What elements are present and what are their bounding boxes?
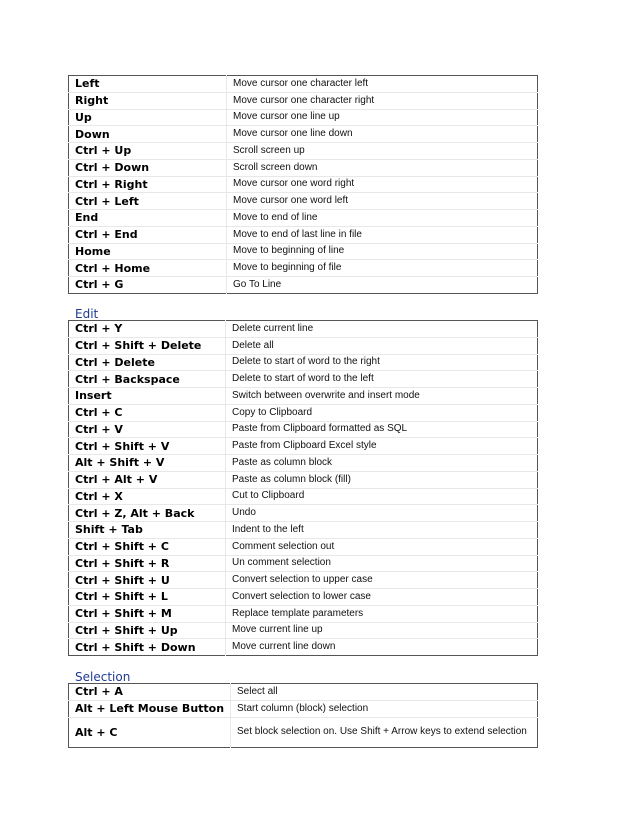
table-row — [69, 159, 538, 176]
shortcut-key: Ctrl + Backspace — [69, 371, 226, 388]
table-row — [69, 488, 538, 505]
table-row — [69, 700, 538, 717]
shortcut-description: Move cursor one character left — [227, 76, 538, 93]
shortcut-description: Move current line up — [226, 622, 538, 639]
shortcut-key: Home — [69, 243, 227, 260]
shortcut-key: Ctrl + Shift + V — [69, 438, 226, 455]
shortcut-key: Left — [69, 76, 227, 93]
shortcut-key: End — [69, 210, 227, 227]
shortcut-key: Ctrl + Up — [69, 143, 227, 160]
table-row — [69, 143, 538, 160]
shortcut-key: Ctrl + Shift + R — [69, 555, 226, 572]
shortcut-key: Ctrl + Shift + M — [69, 605, 226, 622]
shortcut-key: Alt + Shift + V — [69, 455, 226, 472]
table-row — [69, 109, 538, 126]
shortcut-description: Paste as column block — [226, 455, 538, 472]
shortcut-description: Move cursor one word right — [227, 176, 538, 193]
section-title-selection: Selection — [75, 670, 131, 684]
shortcut-key: Ctrl + Shift + C — [69, 538, 226, 555]
table-row — [69, 226, 538, 243]
shortcut-description: Move current line down — [232, 641, 336, 653]
table-row — [69, 210, 538, 227]
shortcut-description: Copy to Clipboard — [226, 404, 538, 421]
table-row — [69, 277, 538, 294]
shortcut-key: Ctrl + Alt + V — [69, 471, 226, 488]
shortcut-key: Up — [69, 109, 227, 126]
table-row — [69, 639, 538, 656]
table-row — [69, 126, 538, 143]
shortcut-description: Undo — [226, 505, 538, 522]
shortcut-key: Ctrl + C — [69, 404, 226, 421]
shortcut-description: Replace template parameters — [226, 605, 538, 622]
table-row — [69, 505, 538, 522]
shortcut-key: Ctrl + V — [69, 421, 226, 438]
shortcut-description: Un comment selection — [226, 555, 538, 572]
table-row — [69, 260, 538, 277]
table-row — [69, 421, 538, 438]
shortcut-description: Set block selection on. Use Shift + Arrow keys to extend selection — [237, 726, 527, 737]
table-row — [69, 684, 538, 701]
table-row — [69, 388, 538, 405]
table-row — [69, 176, 538, 193]
table-row — [69, 538, 538, 555]
shortcut-key: Right — [69, 92, 227, 109]
shortcut-description: Delete current line — [226, 321, 538, 338]
shortcut-description: Scroll screen up — [227, 143, 538, 160]
shortcut-key: Ctrl + Left — [69, 193, 227, 210]
shortcut-description: Switch between overwrite and insert mode — [226, 388, 538, 405]
table-row — [69, 354, 538, 371]
table-row — [69, 572, 538, 589]
table-row — [69, 438, 538, 455]
shortcut-description: Delete all — [226, 337, 538, 354]
shortcut-description: Comment selection out — [226, 538, 538, 555]
shortcut-description: Move cursor one character right — [227, 92, 538, 109]
shortcut-description: Move cursor one line up — [227, 109, 538, 126]
table-row — [69, 522, 538, 539]
shortcut-key: Shift + Tab — [69, 522, 226, 539]
table-row — [69, 455, 538, 472]
table-row — [69, 243, 538, 260]
shortcut-key: Ctrl + Z, Alt + Back — [69, 505, 226, 522]
table-row — [69, 404, 538, 421]
shortcut-description: Go To Line — [233, 278, 282, 290]
shortcut-key: Ctrl + Shift + L — [69, 589, 226, 606]
shortcut-key: Ctrl + Down — [69, 159, 227, 176]
shortcut-description: Convert selection to lower case — [226, 589, 538, 606]
shortcut-description: Move to beginning of file — [227, 260, 538, 277]
shortcut-key: Ctrl + Shift + Down — [69, 639, 226, 656]
shortcut-key: Down — [69, 126, 227, 143]
table-row — [69, 193, 538, 210]
edit-shortcuts-table — [68, 320, 538, 656]
shortcut-key: Ctrl + A — [69, 684, 231, 701]
shortcut-key: Ctrl + Shift + U — [69, 572, 226, 589]
shortcut-description: Select all — [231, 684, 538, 701]
section-title-edit: Edit — [75, 307, 99, 321]
shortcut-description: Paste as column block (fill) — [226, 471, 538, 488]
shortcut-description: Paste from Clipboard Excel style — [226, 438, 538, 455]
table-row — [69, 555, 538, 572]
table-row — [69, 605, 538, 622]
shortcut-description: Delete to start of word to the left — [226, 371, 538, 388]
table-row — [69, 471, 538, 488]
shortcut-key: Ctrl + Shift + Up — [69, 622, 226, 639]
shortcut-key: Ctrl + G — [69, 277, 227, 294]
shortcut-description: Delete to start of word to the right — [226, 354, 538, 371]
shortcut-description: Move to beginning of line — [227, 243, 538, 260]
shortcut-key: Ctrl + X — [69, 488, 226, 505]
shortcut-description: Move to end of last line in file — [227, 226, 538, 243]
shortcut-description: Move cursor one word left — [227, 193, 538, 210]
shortcut-key: Ctrl + Shift + Delete — [69, 337, 226, 354]
shortcut-description: Indent to the left — [226, 522, 538, 539]
shortcut-description: Move to end of line — [227, 210, 538, 227]
selection-shortcuts-table — [68, 683, 538, 748]
shortcut-description: Scroll screen down — [227, 159, 538, 176]
shortcut-key: Alt + C — [69, 717, 231, 747]
table-row — [69, 92, 538, 109]
shortcut-key: Ctrl + Y — [69, 321, 226, 338]
table-row — [69, 321, 538, 338]
shortcut-key: Alt + Left Mouse Button — [69, 700, 231, 717]
shortcut-key: Ctrl + Right — [69, 176, 227, 193]
shortcut-description: Paste from Clipboard formatted as SQL — [226, 421, 538, 438]
table-row — [69, 589, 538, 606]
shortcut-key: Insert — [69, 388, 226, 405]
table-row — [69, 76, 538, 93]
table-row — [69, 717, 538, 747]
shortcut-description: Convert selection to upper case — [226, 572, 538, 589]
table-row — [69, 337, 538, 354]
table-row — [69, 622, 538, 639]
shortcut-key: Ctrl + Home — [69, 260, 227, 277]
table-row — [69, 371, 538, 388]
shortcut-key: Ctrl + End — [69, 226, 227, 243]
navigation-shortcuts-table — [68, 75, 538, 294]
shortcut-description: Move cursor one line down — [227, 126, 538, 143]
shortcut-key: Ctrl + Delete — [69, 354, 226, 371]
shortcut-description: Start column (block) selection — [231, 700, 538, 717]
shortcut-description: Cut to Clipboard — [226, 488, 538, 505]
